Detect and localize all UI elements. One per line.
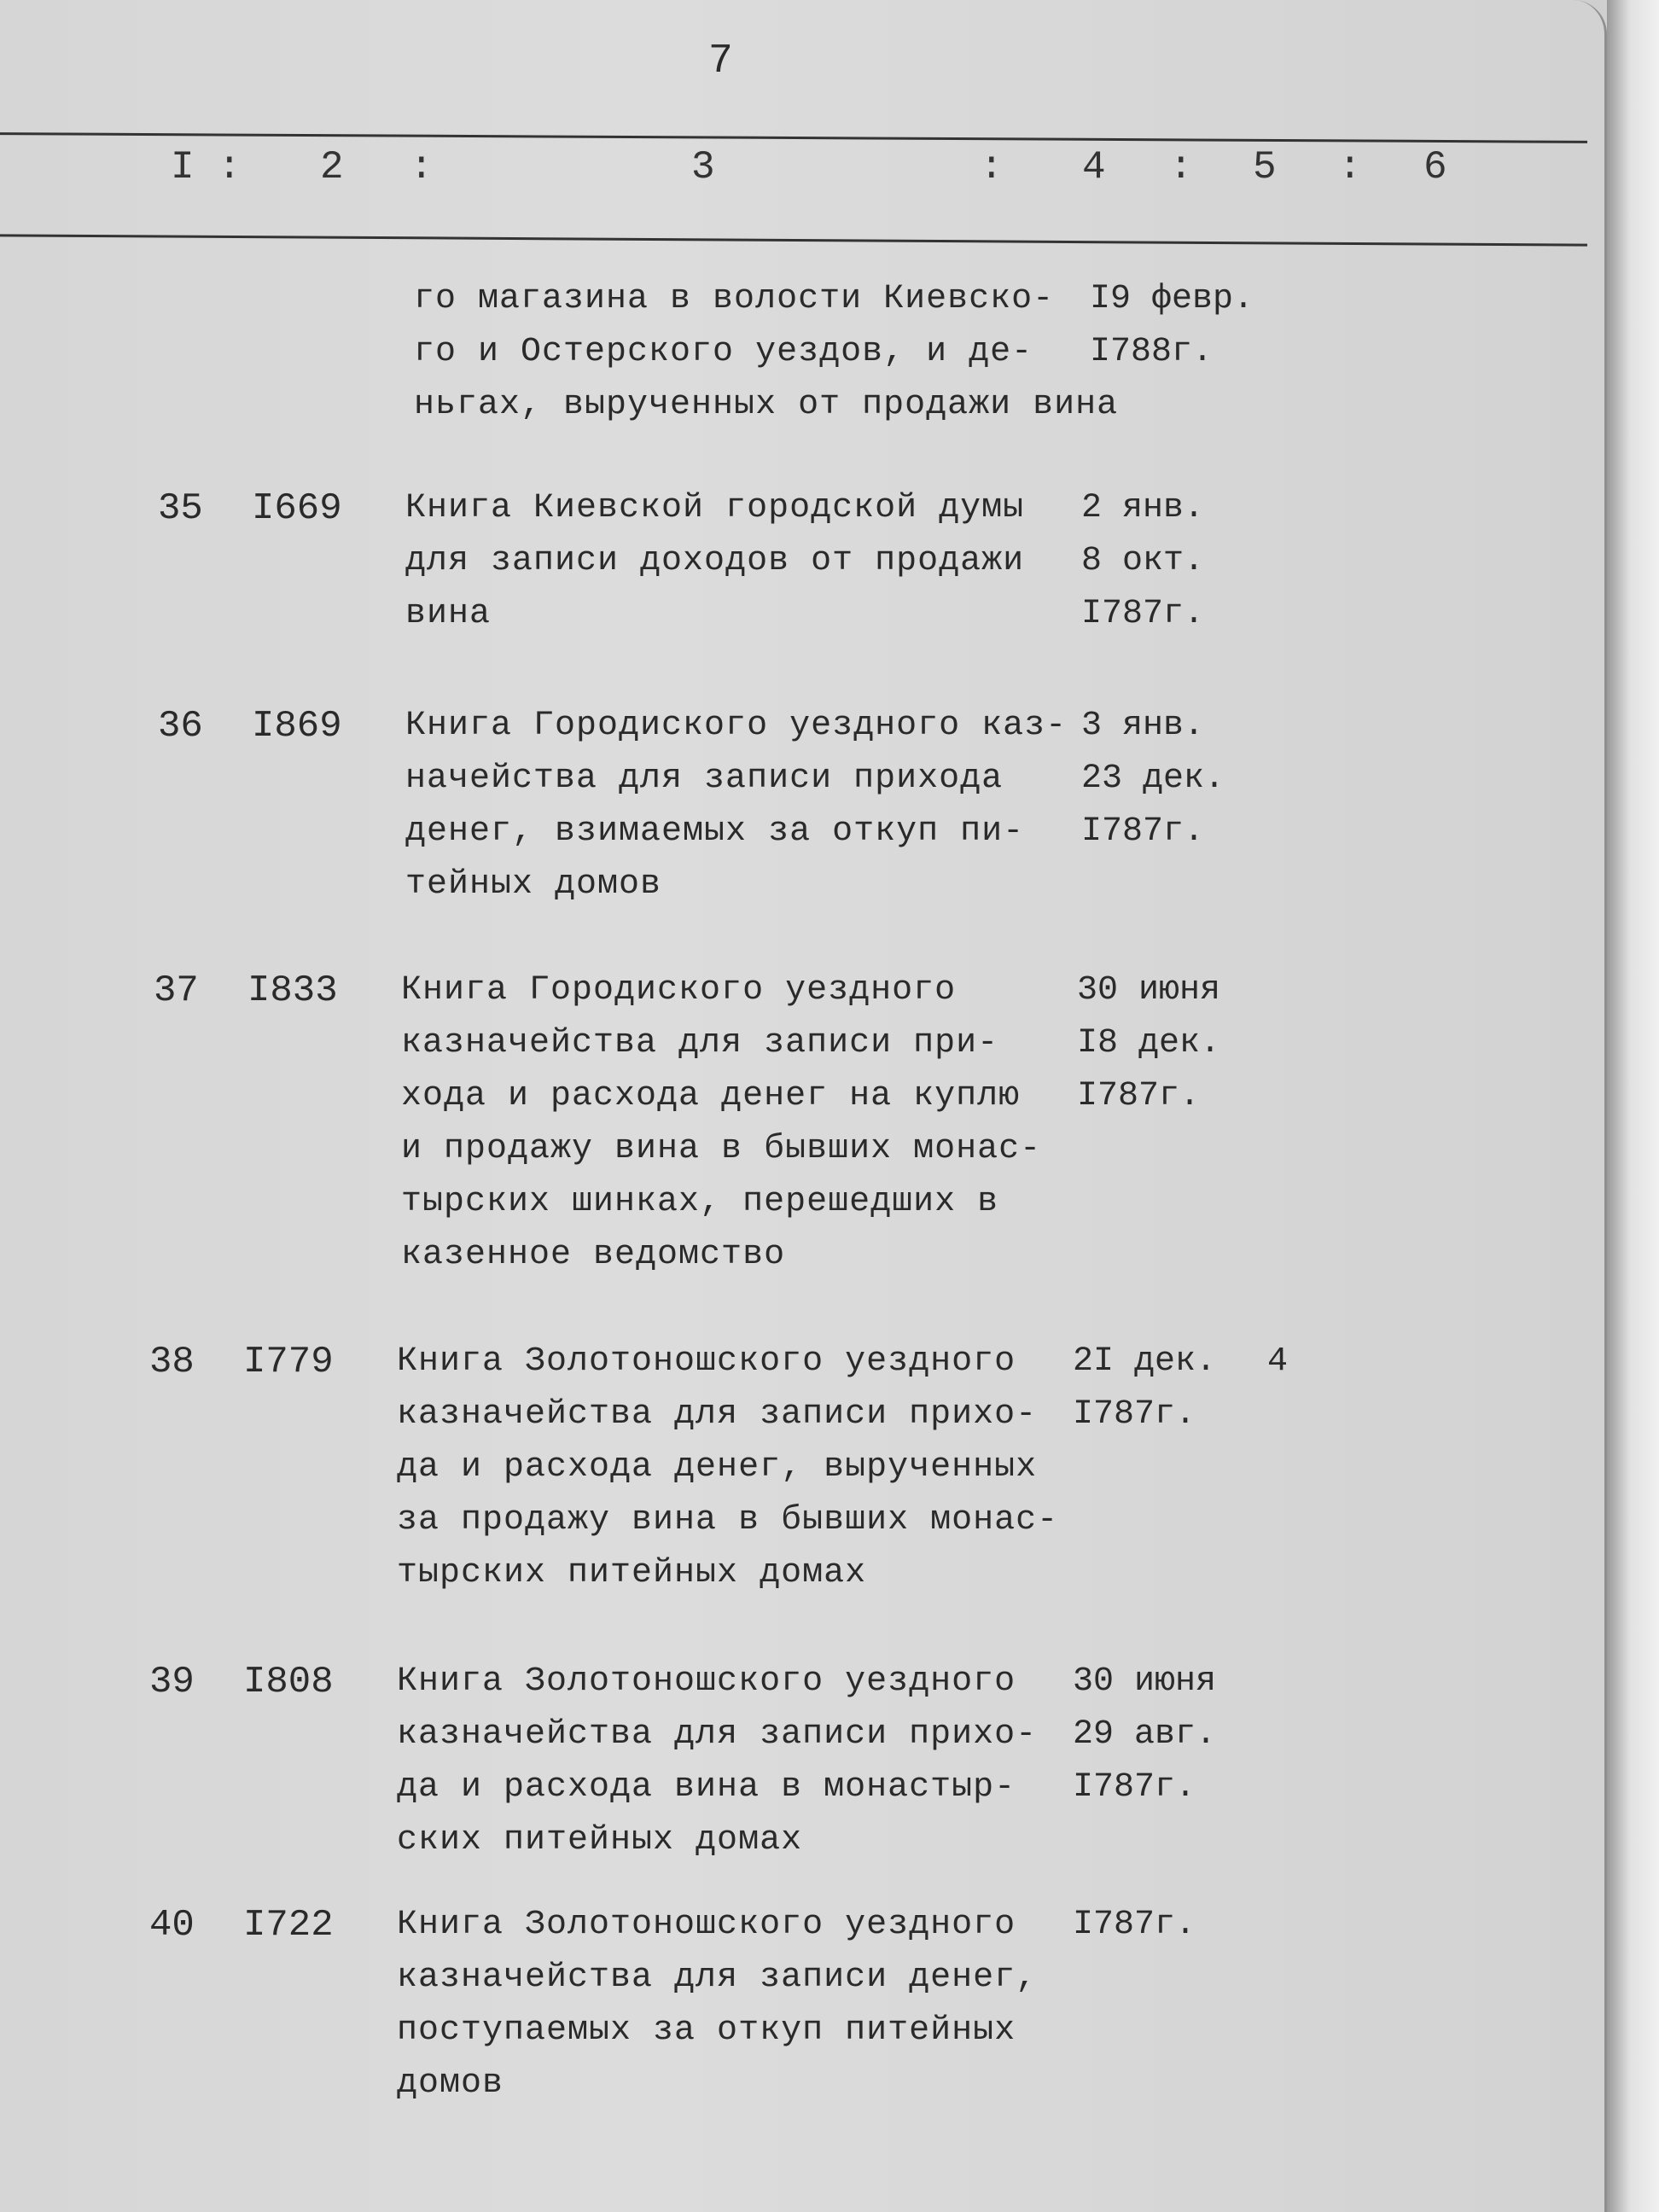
description-line: да и расхода денег, вырученных <box>397 1448 1038 1487</box>
entry-fond-number: I722 <box>243 1904 334 1947</box>
date-line: I788г. <box>1090 333 1214 371</box>
date-line: I787г. <box>1077 1077 1201 1115</box>
entry-fond-number: I869 <box>252 705 342 748</box>
description-line: го и Остерского уездов, и де- <box>414 333 1033 371</box>
header-separator: : <box>1169 145 1193 189</box>
date-line: I787г. <box>1081 812 1205 851</box>
date-line: I8 дек. <box>1077 1024 1221 1062</box>
entry-description <box>414 273 1119 432</box>
header-col-2: 2 <box>320 145 344 189</box>
entry-description <box>397 1656 1080 1867</box>
date-line: I787г. <box>1081 595 1205 633</box>
description-line: казначейства для записи прихо- <box>397 1715 1038 1754</box>
date-line: 23 дек. <box>1081 760 1225 798</box>
header-col-6: 6 <box>1423 145 1447 189</box>
entry-fond-number: I669 <box>252 487 342 530</box>
description-line: го магазина в волости Киевско- <box>414 280 1055 318</box>
entry-fond-number: I833 <box>247 969 338 1012</box>
description-line: домов <box>397 2064 504 2103</box>
entry-number: 37 <box>154 969 199 1012</box>
description-line: Книга Золотоношского уездного <box>397 1662 1016 1701</box>
description-line: поступаемых за откуп питейных <box>397 2011 1016 2050</box>
date-line: I787г. <box>1073 1395 1196 1434</box>
description-line: Книга Городиского уездного каз- <box>405 707 1068 745</box>
description-line: тейных домов <box>405 865 662 904</box>
description-line: Книга Золотоношского уездного <box>397 1906 1016 1944</box>
date-line: 30 июня <box>1077 971 1221 1010</box>
description-line: казначейства для записи прихо- <box>397 1395 1038 1434</box>
date-line: I9 февр. <box>1090 280 1254 318</box>
description-line: казначейства для записи денег, <box>397 1959 1038 1997</box>
description-line: начейства для записи прихода <box>405 760 1004 798</box>
description-line: да и расхода вина в монастыр- <box>397 1768 1016 1807</box>
header-col-3: 3 <box>691 145 715 189</box>
header-separator: : <box>1338 145 1362 189</box>
description-line: казначейства для записи при- <box>401 1024 999 1062</box>
entry-number: 36 <box>158 705 203 748</box>
description-line: и продажу вина в бывших монас- <box>401 1130 1042 1168</box>
description-line: казенное ведомство <box>401 1236 786 1274</box>
description-line: тырских шинках, перешедших в <box>401 1183 999 1221</box>
entry-dates <box>1073 1899 1196 1952</box>
entry-description <box>401 964 1084 1282</box>
date-line: 8 окт. <box>1081 542 1205 580</box>
page-edge <box>1607 0 1659 2212</box>
description-line: ньгах, вырученных от продажи вина <box>414 386 1119 424</box>
entry-dates <box>1081 482 1204 641</box>
description-line: хода и расхода денег на куплю <box>401 1077 1021 1115</box>
entry-number: 40 <box>149 1904 195 1947</box>
entry-sheet-count: 4 <box>1267 1342 1289 1381</box>
entry-description <box>397 1899 1080 2110</box>
description-line: вина <box>405 595 492 633</box>
entry-dates <box>1090 273 1254 379</box>
entry-dates <box>1081 700 1225 859</box>
header-separator: : <box>980 145 1004 189</box>
header-separator: : <box>410 145 434 189</box>
entry-dates <box>1073 1336 1216 1441</box>
date-line: 2 янв. <box>1081 489 1205 527</box>
date-line: I787г. <box>1073 1768 1196 1807</box>
description-line: для записи доходов от продажи <box>405 542 1025 580</box>
date-line: 30 июня <box>1073 1662 1217 1701</box>
date-line: 29 авг. <box>1073 1715 1217 1754</box>
entry-description <box>405 700 1088 911</box>
description-line: денег, взимаемых за откуп пи- <box>405 812 1025 851</box>
date-line: 2I дек. <box>1073 1342 1217 1381</box>
date-line: I787г. <box>1073 1906 1196 1944</box>
entry-description <box>405 482 1088 641</box>
date-line: 3 янв. <box>1081 707 1205 745</box>
description-line: ских питейных домах <box>397 1821 803 1860</box>
entry-description <box>397 1336 1080 1600</box>
header-col-4: 4 <box>1082 145 1106 189</box>
header-col-5: 5 <box>1253 145 1277 189</box>
page-number: 7 <box>708 38 733 84</box>
entry-number: 38 <box>149 1341 195 1383</box>
entry-number: 39 <box>149 1661 195 1703</box>
header-col-1: I <box>171 145 195 189</box>
entry-dates <box>1073 1656 1216 1814</box>
entry-number: 35 <box>158 487 203 530</box>
entry-fond-number: I779 <box>243 1341 334 1383</box>
description-line: Книга Золотоношского уездного <box>397 1342 1016 1381</box>
description-line: Книга Киевской городской думы <box>405 489 1025 527</box>
description-line: тырских питейных домах <box>397 1554 867 1592</box>
header-separator: : <box>218 145 242 189</box>
entry-dates <box>1077 964 1220 1123</box>
description-line: за продажу вина в бывших монас- <box>397 1501 1059 1540</box>
entry-fond-number: I808 <box>243 1661 334 1703</box>
description-line: Книга Городиского уездного <box>401 971 957 1010</box>
